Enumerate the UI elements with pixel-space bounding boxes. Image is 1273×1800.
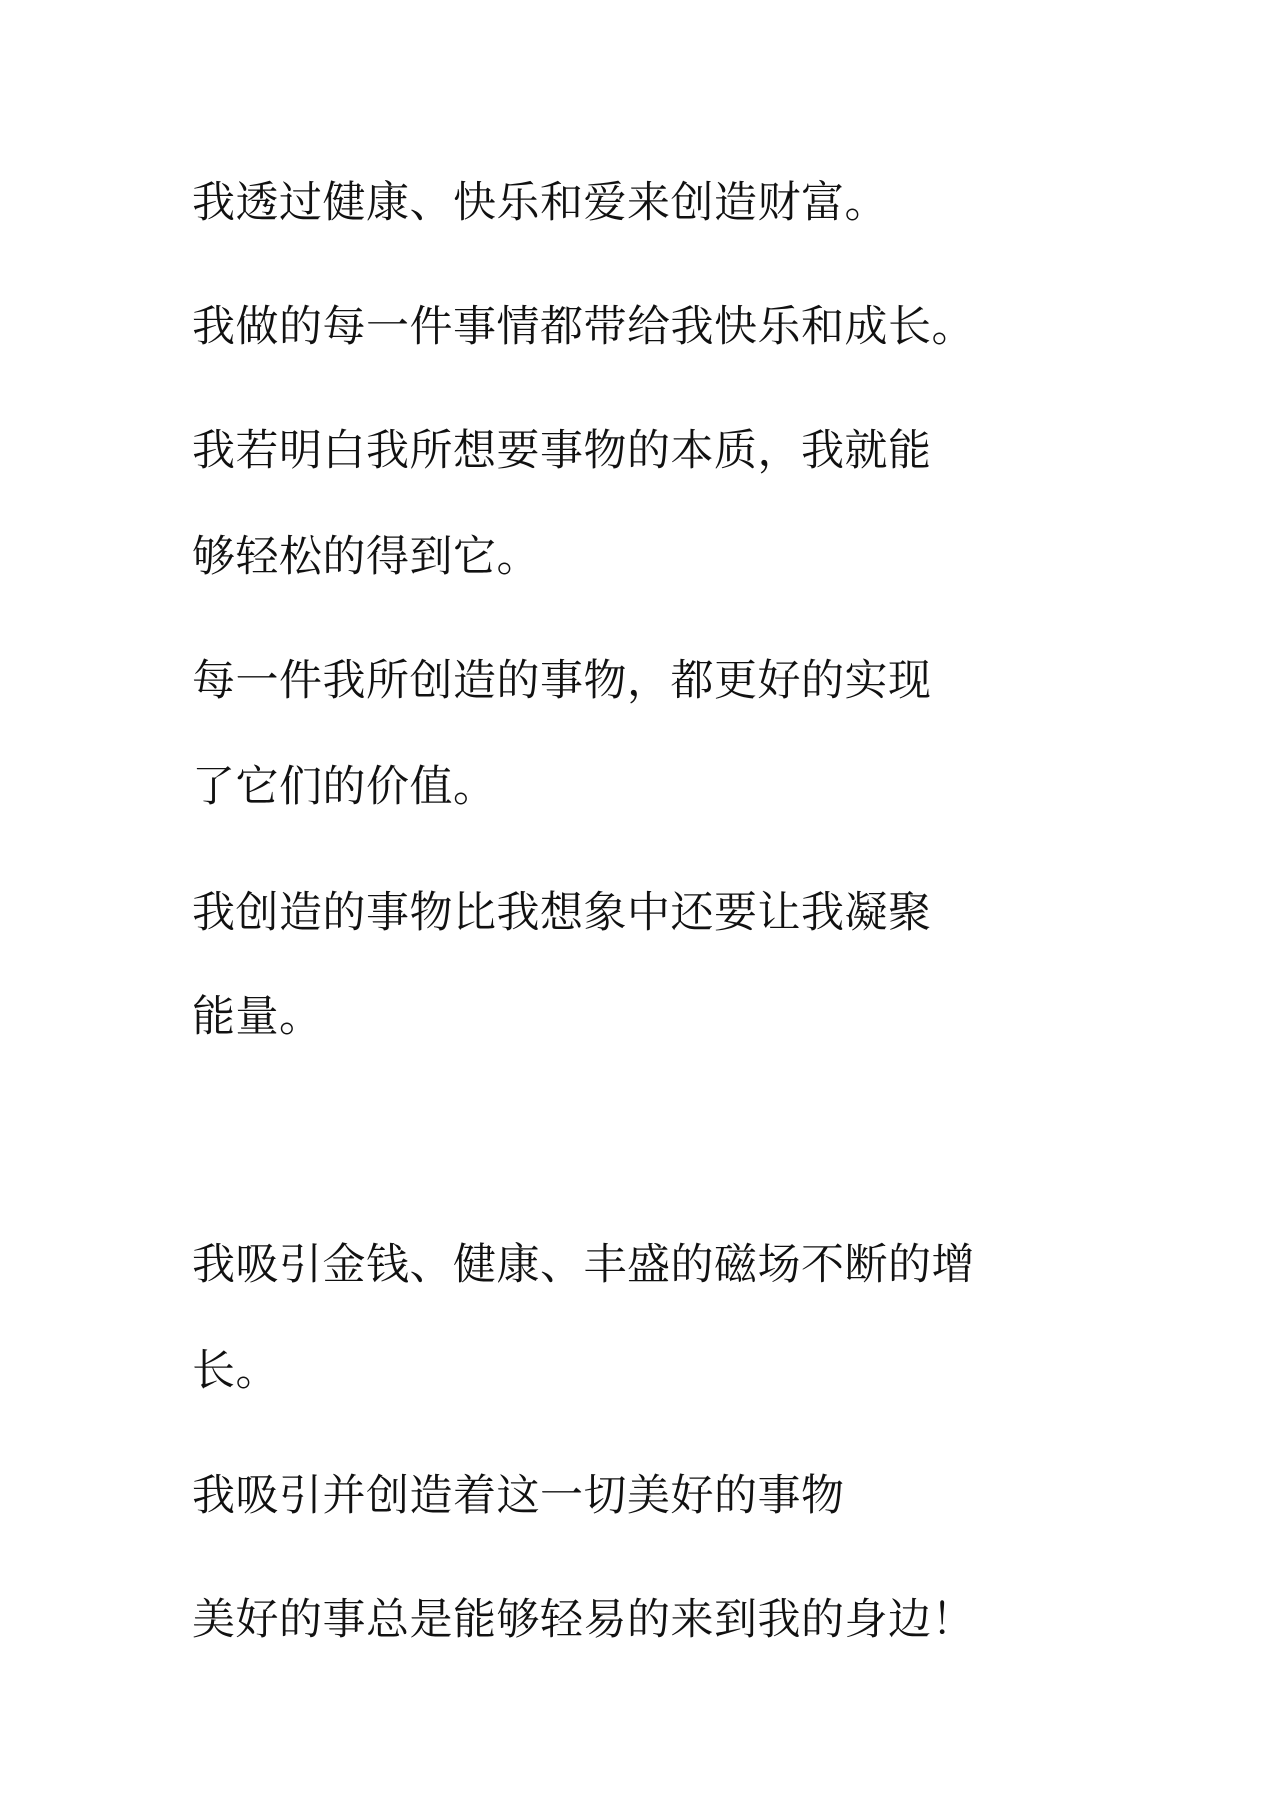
text-line: 够轻松的得到它。 <box>192 532 540 582</box>
text-line: 我若明白我所想要事物的本质，我就能 <box>192 426 932 476</box>
text-line: 了它们的价值。 <box>192 762 497 812</box>
text-line: 我吸引金钱、健康、丰盛的磁场不断的增 <box>192 1240 975 1290</box>
text-line: 美好的事总是能够轻易的来到我的身边！ <box>192 1595 975 1645</box>
text-line: 我创造的事物比我想象中还要让我凝聚 <box>192 888 932 938</box>
text-line: 我透过健康、快乐和爱来创造财富。 <box>192 178 888 228</box>
text-line: 我做的每一件事情都带给我快乐和成长。 <box>192 302 975 352</box>
text-line: 每一件我所创造的事物，都更好的实现 <box>192 656 932 706</box>
text-line: 能量。 <box>192 992 323 1042</box>
text-line: 长。 <box>192 1346 279 1396</box>
text-line: 我吸引并创造着这一切美好的事物 <box>192 1471 845 1521</box>
